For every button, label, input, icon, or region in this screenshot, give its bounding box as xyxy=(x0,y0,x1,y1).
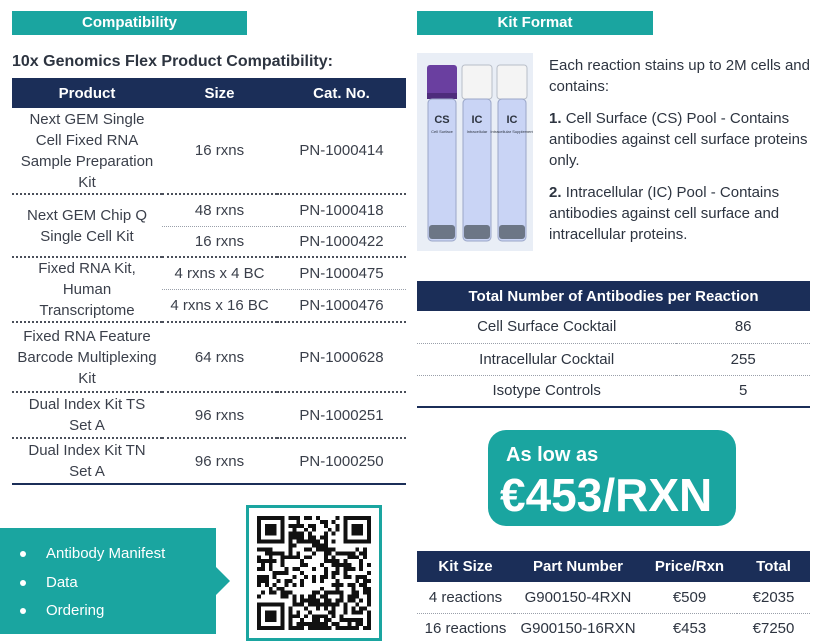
cat-cell: PN-1000628 xyxy=(277,322,406,392)
size-cell: 96 rxns xyxy=(162,438,277,484)
link-label: Ordering xyxy=(46,602,105,619)
tube-code: CS xyxy=(434,114,450,126)
total-cell: €7250 xyxy=(737,613,810,643)
product-cell: Fixed RNA Kit, Human Transcriptome xyxy=(12,257,162,322)
kit-item-1 xyxy=(549,108,821,171)
col-kit-size: Kit Size xyxy=(417,551,514,582)
price-badge-line1: As low as xyxy=(506,444,599,466)
col-product: Product xyxy=(12,78,162,108)
price-cell: €453 xyxy=(642,613,737,643)
col-total: Total xyxy=(737,551,810,582)
size-cell: 16 rxns xyxy=(162,226,277,257)
table-row xyxy=(417,613,810,643)
antibody-count: 86 xyxy=(676,311,810,343)
cat-cell: PN-1000475 xyxy=(277,257,406,289)
links-panel xyxy=(0,528,232,634)
table-row xyxy=(12,322,406,392)
link-antibody-manifest[interactable] xyxy=(20,540,165,569)
table-row xyxy=(417,343,810,375)
tube-cs xyxy=(427,65,457,241)
compatibility-table xyxy=(12,78,406,485)
cat-cell: PN-1000476 xyxy=(277,289,406,322)
cat-cell: PN-1000250 xyxy=(277,438,406,484)
links-list xyxy=(20,540,165,626)
table-row xyxy=(12,438,406,484)
link-label: Data xyxy=(46,573,78,591)
part-number-cell: G900150-16RXN xyxy=(514,613,642,643)
antibody-label: Cell Surface Cocktail xyxy=(417,311,676,343)
kit-item-2-text: Intracellular (IC) Pool - Contains antibodies against cell surface and intracellular proteins. xyxy=(549,184,780,243)
product-cell: Dual Index Kit TS Set A xyxy=(12,392,162,438)
size-cell: 48 rxns xyxy=(162,194,277,226)
product-cell: Next GEM Chip Q Single Cell Kit xyxy=(12,194,162,257)
antibody-count: 255 xyxy=(676,343,810,375)
kit-format-description xyxy=(549,55,821,256)
bullet-icon xyxy=(20,580,26,586)
kit-tubes-image xyxy=(417,53,533,251)
table-row xyxy=(12,257,406,289)
size-cell: 4 rxns x 4 BC xyxy=(162,257,277,289)
cat-cell: PN-1000414 xyxy=(277,108,406,194)
part-number-cell: G900150-4RXN xyxy=(514,582,642,613)
antibody-label: Isotype Controls xyxy=(417,375,676,407)
link-ordering[interactable] xyxy=(20,597,165,626)
price-badge-line2: €453/RXN xyxy=(500,469,713,521)
cap-icon xyxy=(497,65,527,99)
tube-label: Intracellular xyxy=(466,129,488,134)
bullet-icon xyxy=(20,608,26,614)
kit-intro: Each reaction stains up to 2M cells and contains: xyxy=(549,57,810,95)
table-row xyxy=(12,392,406,438)
antibodies-table xyxy=(417,281,810,408)
compatibility-subtitle: 10x Genomics Flex Product Compatibility: xyxy=(12,53,333,70)
table-row xyxy=(417,582,810,613)
pricing-table xyxy=(417,551,810,643)
table-row xyxy=(12,194,406,226)
antibodies-header: Total Number of Antibodies per Reaction xyxy=(417,281,810,311)
size-cell: 96 rxns xyxy=(162,392,277,438)
kit-size-cell: 16 reactions xyxy=(417,613,514,643)
tube-code: IC xyxy=(506,114,518,126)
link-label: Antibody Manifest xyxy=(46,545,166,562)
kit-item-2-num: 2. xyxy=(549,184,562,201)
link-data[interactable] xyxy=(20,569,165,598)
antibody-count: 5 xyxy=(676,375,810,407)
bullet-icon xyxy=(20,551,26,557)
size-cell: 16 rxns xyxy=(162,108,277,194)
product-cell: Next GEM Single Cell Fixed RNA Sample Preparation Kit xyxy=(12,108,162,194)
price-cell: €509 xyxy=(642,582,737,613)
cat-cell: PN-1000251 xyxy=(277,392,406,438)
table-row xyxy=(12,108,406,194)
tubes-illustration xyxy=(417,53,533,251)
tube-code: IC xyxy=(471,114,483,126)
size-cell: 4 rxns x 16 BC xyxy=(162,289,277,322)
total-cell: €2035 xyxy=(737,582,810,613)
compatibility-header: Compatibility xyxy=(12,11,247,35)
col-size: Size xyxy=(162,78,277,108)
size-cell: 64 rxns xyxy=(162,322,277,392)
kit-item-1-text: Cell Surface (CS) Pool - Contains antibodies against cell surface proteins only. xyxy=(549,110,808,169)
price-badge xyxy=(488,430,736,526)
tube-label: Intracellular Supplement xyxy=(490,129,533,134)
kit-item-2 xyxy=(549,182,821,245)
col-part-number: Part Number xyxy=(514,551,642,582)
arrow-right-icon xyxy=(216,567,230,595)
kit-item-1-num: 1. xyxy=(549,110,562,127)
product-cell: Dual Index Kit TN Set A xyxy=(12,438,162,484)
cat-cell: PN-1000418 xyxy=(277,194,406,226)
table-row xyxy=(417,311,810,343)
antibody-label: Intracellular Cocktail xyxy=(417,343,676,375)
table-row xyxy=(417,375,810,407)
qr-code[interactable] xyxy=(246,505,382,641)
cat-cell: PN-1000422 xyxy=(277,226,406,257)
tube-ic xyxy=(462,65,492,241)
kit-format-header: Kit Format xyxy=(417,11,653,35)
qr-code-icon xyxy=(257,516,371,630)
cap-icon xyxy=(462,65,492,99)
col-price-rxn: Price/Rxn xyxy=(642,551,737,582)
product-cell: Fixed RNA Feature Barcode Multiplexing Kit xyxy=(12,322,162,392)
col-cat: Cat. No. xyxy=(277,78,406,108)
tube-label: Cell Surface xyxy=(431,129,453,134)
kit-size-cell: 4 reactions xyxy=(417,582,514,613)
